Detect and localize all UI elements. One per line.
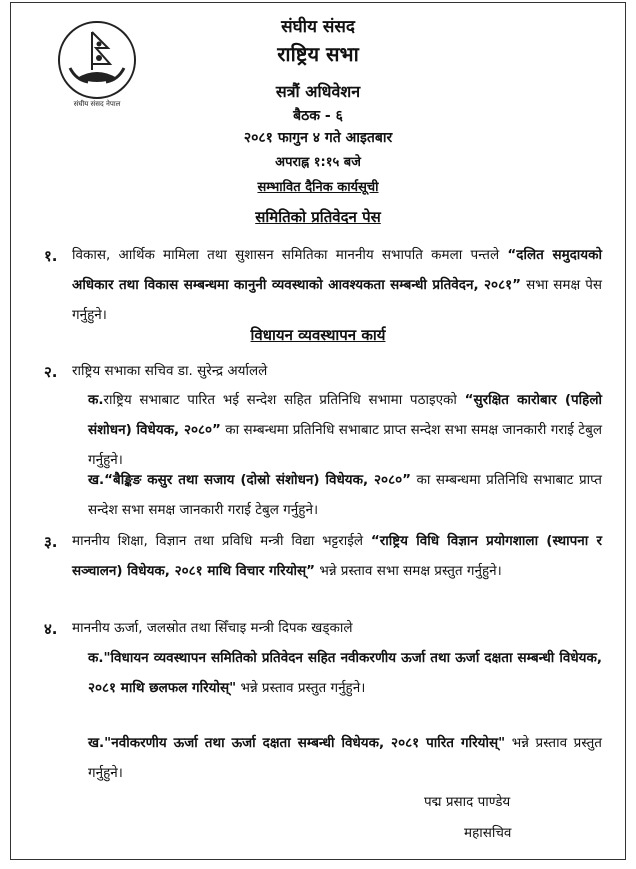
header-line-1: संघीय संसद xyxy=(281,17,355,37)
header-time: अपराह्न १:१५ बजे xyxy=(275,155,361,170)
header-line-3: सत्रौं अधिवेशन xyxy=(275,82,361,101)
section-title-legislation: विधायन व्यवस्थापन कार्य xyxy=(250,326,386,344)
item-2-kha: ख.“बैङ्किङ कसुर तथा सजाय (दोस्रो संशोधन) विधेयक, २०८०” का सम्बन्धमा प्रतिनिधि सभाबाट प्राप्त सन्देश सभा समक्ष जानकारी गराई टेबुल गर्नुहुने। xyxy=(88,472,602,518)
header-line-4: बैठक - ६ xyxy=(293,108,343,124)
item-2-intro: राष्ट्रिय सभाका सचिव डा. सुरेन्द्र अर्यालले xyxy=(72,363,268,379)
agenda-title: सम्भावित दैनिक कार्यसूची xyxy=(257,180,379,195)
item-4-intro: माननीय ऊर्जा, जलस्रोत तथा सिँचाइ मन्त्री दिपक खड्काले xyxy=(72,620,353,636)
signatory-title: महासचिव xyxy=(464,825,512,841)
item-number-3: ३. xyxy=(44,533,58,551)
header-date: २०८१ फागुन ४ गते आइतबार xyxy=(243,130,393,146)
signatory-name: पद्म प्रसाद पाण्डेय xyxy=(424,794,511,810)
item-number-2: २. xyxy=(44,363,58,381)
item-2-ka: क.राष्ट्रिय सभाबाट पारित भई सन्देश सहित प्रतिनिधि सभामा पठाइएको “सुरक्षित कारोबार (पहिलो संशोधन) विधेयक, २०८०” का सम्बन्धमा प्रतिनिधि सभाबाट प्राप्त सन्देश सभा समक्ष जानकारी गराई टेबुल गर्नुहुने। xyxy=(88,392,602,468)
item-1-text: विकास, आर्थिक मामिला तथा सुशासन समितिका माननीय सभापति कमला पन्तले “दलित समुदायको अधिकार तथा विकास सम्बन्धमा कानुनी व्यवस्थाको आवश्यकता सम्बन्धी प्रतिवेदन, २०८१” सभा समक्ष पेस गर्नुहुने। xyxy=(72,247,603,323)
item-number-4: ४. xyxy=(44,620,58,638)
item-3-text: माननीय शिक्षा, विज्ञान तथा प्रविधि मन्त्री विद्या भट्टराईले “राष्ट्रिय विधि विज्ञान प्रयोगशाला (स्थापना र सञ्चालन) विधेयक, २०८१ माथि विचार गरियोस्” भन्ने प्रस्ताव सभा समक्ष प्रस्तुत गर्नुहुने। xyxy=(72,533,602,579)
section-title-report: समितिको प्रतिवेदन पेस xyxy=(255,208,381,226)
item-number-1: १. xyxy=(44,247,58,265)
item-4-kha: ख."नवीकरणीय ऊर्जा तथा ऊर्जा दक्षता सम्बन्धी विधेयक, २०८१ पारित गरियोस्" भन्ने प्रस्ताव प्रस्तुत गर्नुहुने। xyxy=(88,735,603,781)
header-line-2: राष्ट्रिय सभा xyxy=(277,42,359,66)
emblem-caption: संघीय संसद नेपाल xyxy=(73,100,121,108)
item-4-ka: क."विधायन व्यवस्थापन समितिको प्रतिवेदन सहित नवीकरणीय ऊर्जा तथा ऊर्जा दक्षता सम्बन्धी विधेयक, २०८१ माथि छलफल गरियोस्" भन्ने प्रस्ताव प्रस्तुत गर्नुहुने। xyxy=(88,650,602,696)
